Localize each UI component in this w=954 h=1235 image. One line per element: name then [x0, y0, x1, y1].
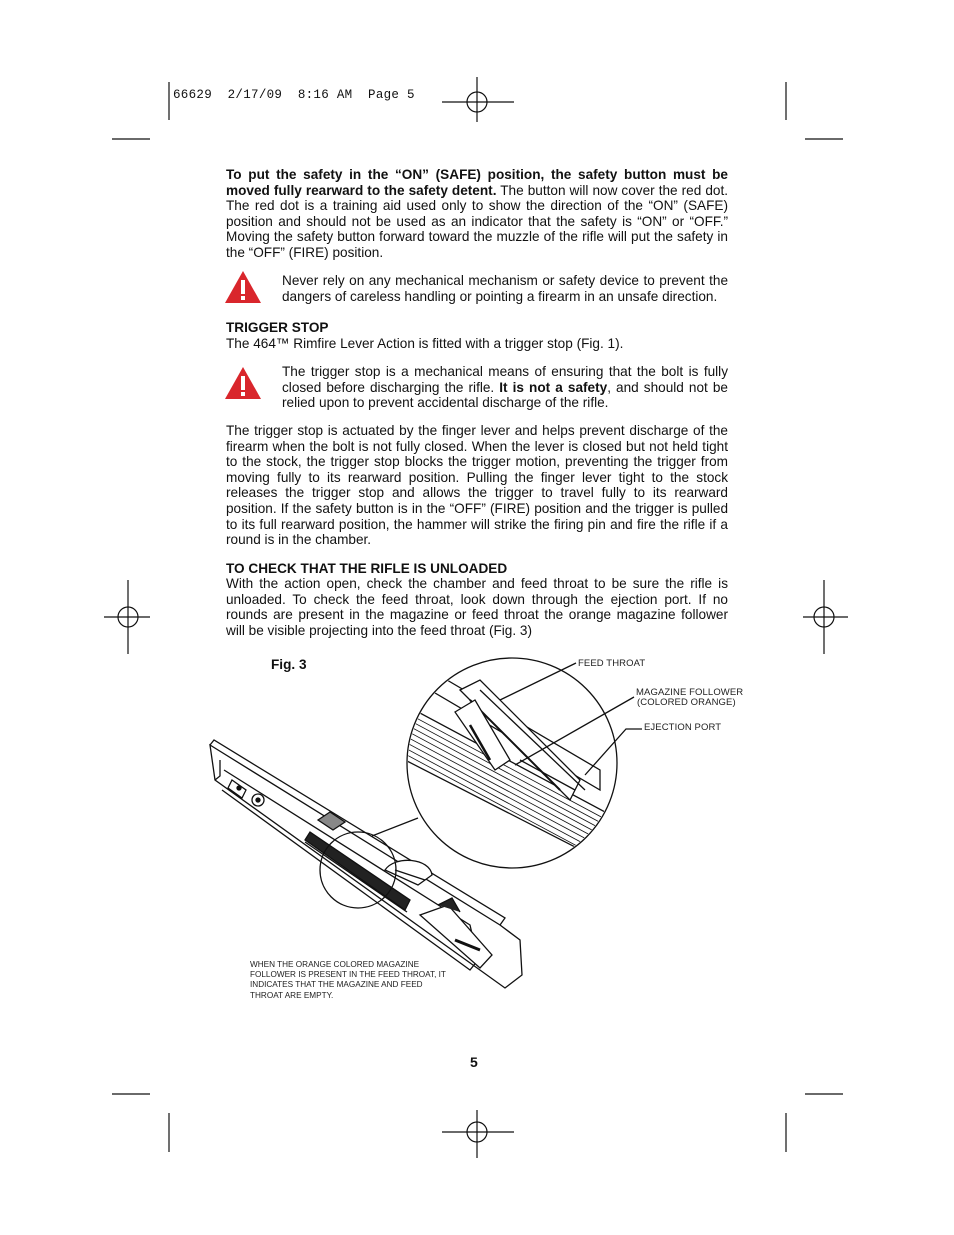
- check-unloaded-heading: TO CHECK THAT THE RIFLE IS UNLOADED: [226, 561, 508, 576]
- check-unloaded-paragraph: With the action open, check the chamber and feed throat to be sure the rifle is unloaded. To check the feed throat, look down through the ejection port. If no rounds are present in the magazine or feed throat the orange magazine follower will be visible projecting into the feed throat (Fig. 3): [226, 576, 728, 638]
- warning-text-not-a-safety: [282, 364, 728, 411]
- callout-magazine-follower: MAGAZINE FOLLOWER: [636, 687, 744, 698]
- figure-note: WHEN THE ORANGE COLORED MAGAZINE FOLLOWER IS PRESENT IN THE FEED THROAT, IT INDICATES THAT THE MAGAZINE AND FEED THROAT ARE EMPTY.: [250, 960, 446, 1000]
- warning-icon: [224, 270, 262, 304]
- warning-icon: [224, 366, 262, 400]
- warning2-pre: The trigger stop is a mechanical means of ensuring that the bolt is fully closed before discharging the rifle.: [282, 364, 728, 395]
- warning2-bold: It is not a safety: [499, 379, 608, 395]
- callout-feed-throat: FEED THROAT: [578, 658, 646, 669]
- safety-paragraph-bold: To put the safety in the “ON” (SAFE) position, the safety button must be moved fully rearward to the safety detent.: [226, 167, 728, 198]
- trigger-stop-intro: The 464™ Rimfire Lever Action is fitted with a trigger stop (Fig. 1).: [226, 336, 624, 351]
- page-number: 5: [470, 1054, 478, 1070]
- trigger-stop-paragraph: The trigger stop is actuated by the finger lever and helps prevent discharge of the firearm when the bolt is not fully closed. When the lever is closed but not held tight to the stock, the trigger stop blocks the trigger motion, preventing the trigger from moving fully to its rearward position. Pulling the finger lever tight to the stock releases the trigger stop and allows the trigger to travel fully to its rearward position. If the safety button is in the “OFF” (FIRE) position and the trigger is pulled to its full rearward position, the hammer will strike the firing pin and fire the rifle if a round is in the chamber.: [226, 423, 728, 548]
- safety-paragraph: [226, 167, 728, 261]
- callout-colored-orange: (COLORED ORANGE): [637, 697, 736, 708]
- print-slug: 66629 2/17/09 8:16 AM Page 5: [173, 88, 415, 102]
- warning2-post: , and should not be relied upon to prevent accidental discharge of the rifle.: [282, 379, 728, 411]
- warning-text-careless-handling: Never rely on any mechanical mechanism or safety device to prevent the dangers of careless handling or pointing a firearm in an unsafe direction.: [282, 273, 728, 304]
- figure-label: Fig. 3: [271, 657, 307, 672]
- safety-paragraph-text: The button will now cover the red dot. The red dot is a training aid used only to show the direction of the “ON” (SAFE) position and should not be used as an indicator that the safety is “ON” or “OFF.” Moving the safety button forward toward the muzzle of the rifle will put the safety in the “OFF” (FIRE) position.: [226, 182, 728, 260]
- trigger-stop-heading: TRIGGER STOP: [226, 320, 329, 335]
- callout-ejection-port: EJECTION PORT: [644, 722, 722, 733]
